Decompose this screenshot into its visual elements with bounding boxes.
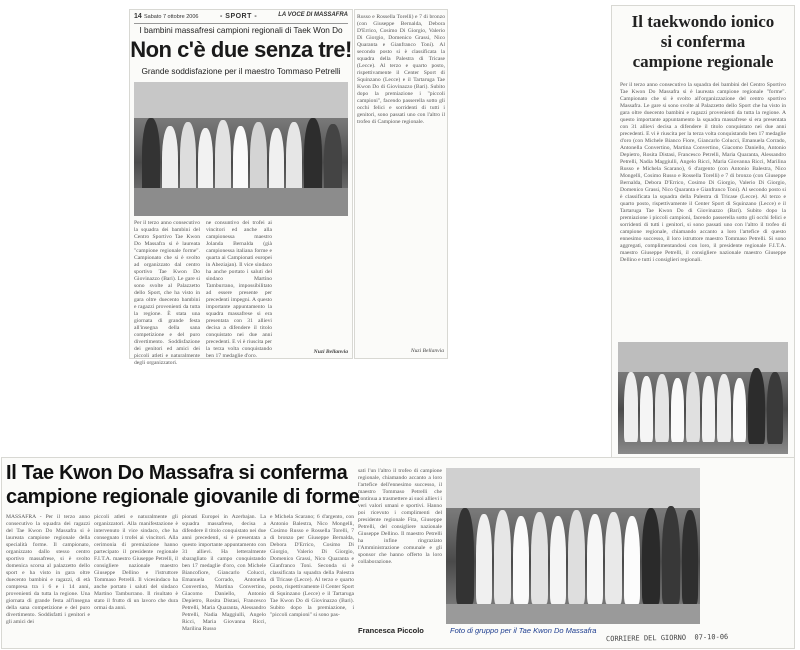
team-photo <box>134 82 348 216</box>
section-label: - SPORT - <box>220 13 258 20</box>
group-photo <box>446 468 700 624</box>
headline-line-3: campione regionale <box>632 52 774 71</box>
byline-right: Nuzi Bellanvia <box>410 348 444 354</box>
article-column-2: piccoli atleti e naturalmente gli organizzatori. Alla manifestazione è intervenuto il vice sindaco, che ha consegnato i trofei ai vincitori. Alla cerimonia di premiazione hanno partecipato il presidente regionale F.I.T.A. maestro Giuseppe Petrelli, il consigliere nazionale maestro Giuseppe Dellino e l'istruttore Tommaso Petrelli. Il vicesindaco ha anche portato i saluti del sindaco Martino Tamburrano. Il risultato è stato il frutto di un lavoro che dura ormai da anni. <box>94 514 178 611</box>
article-column-3-text: Russo e Rossella Torelli) e 7 di bronzo (con Giuseppe Bernalda, Debora D'Errico, Cosimo Di Giorgio, Valerio Di Giorgio, Domenico Grassi, Nico Quaranta e Gianfranco Toni). Al secondo posto si è classificata la squadra della Palestra di Tricase (Lecce). Al terzo e quarto posto, rispettivamente il Center Sport di Squinzano (Lecce) e il Tartaruga Tae Kwon Do di Giovinazzo (Bari). Subito dopo la premiazione i "piccoli campioni", facendo passerella sotto gli occhi felici e sorridenti di tutti i genitori, sono passati uno con l'altro il trofeo di Campione regionale. <box>357 14 445 125</box>
headline-line-2: campione regionale giovanile di forme <box>6 486 360 508</box>
headline: Non c'è due senza tre! <box>130 37 352 62</box>
source-handwritten-note: CORRIERE DEL GIORNO 07-10-06 <box>605 632 729 644</box>
clip-la-voce-column-3 <box>355 10 447 358</box>
page-number: 14 <box>134 13 142 20</box>
headline-line-1: Il taekwondo ionico <box>631 12 775 31</box>
kicker: I bambini massafresi campioni regionali di Taek Won Do <box>139 26 343 35</box>
page-date: Sabato 7 ottobre 2006 <box>144 14 199 20</box>
headline-line-1: Il Tae Kwon Do Massafra si conferma <box>6 462 348 484</box>
article-column-4: e Michela Scarano; 6 d'argento, con Antonio Balestra, Nico Mongelli, Cosimo Russo e Rossella Torelli, 7 di bronzo per Giuseppe Bernalda, Debora D'Errico, Cosimo Di Giorgio, Valerio Di Giorgio, Domenico Grassi, Nico Quaranta e Gianfranco Toni. Seconda si è classificata la squadra della Palestra di Tricase (Lecce). Al terzo e quarto posto, rispettivamente il Center Sport di Squinzano (Lecce) e il Tartaruga Tae Kwon Do di Giovinazzo (Bari). Subito dopo la premiazione, i "piccoli campioni" si sono pas- <box>270 514 354 618</box>
article-column-3: pionati Europei in Azerbajan. La squadra massafrese, decisa a difendere il titolo conquistato nei due anni precedenti, si è presentata a questo importante appuntamento con 31 allievi. Ha letteralmente sbaragliato il campo conquistando ben 17 medaglie d'oro, con Michele Biancofiore, Giancarlo Colucci, Emanuela Corrado, Antonella Convertino, Martina Convertino, Giacomo Daniello, Antonio Depietro, Rosita Distasi, Francesco Petrelli, Maria Quaranta, Alessandro Petrelli, Nadia Maggiulli, Angelo Ricci, Maria Giovanna Ricci, Marilina Russo <box>182 514 266 632</box>
article-column-2: ne consuntivo dei trofei ai vincitori ed anche alla campionessa maestro Jolanda Bernalda (già campionessa italiana forme e quarta ai Campionati europei in Abeziajan). Il vice sindaco ha anche portato i saluti del sindaco Martino Tamburrano, impossibilitato ad essere presente per precedenti impegni. A questo importante appuntamento la squadra massafrese si era presentata con 31 allievi decisa a difendere il titolo conquistato nei due anni precedenti. E vi è riuscita per la terza volta conquistando ben 17 medaglie d'oro. <box>206 220 272 359</box>
clip-taekwondo-ionico <box>612 6 794 458</box>
byline: Nuzi Bellanvia <box>313 349 348 355</box>
team-photo <box>618 342 788 454</box>
page-header <box>134 13 348 24</box>
author-byline: Francesca Piccolo <box>358 626 424 635</box>
article-column-1: MASSAFRA - Per il terzo anno consecutivo la squadra dei ragazzi del Tae Kwon Do Massafra si è laureata campione regionale della specialità forme. Il campionato, organizzato dallo stesso centro sportivo massafrese, si è svolto domenica scorsa al palazzetto dello sport e ha visto in gara oltre duecento bambini e ragazzi, di età compresa tra i 6 e i 14 anni, provenienti da tutta la regione. Una giornata di grande festa all'insegna della sana competizione e del puro divertimento. Soddisfatti i genitori e gli amici dei <box>6 514 90 625</box>
article-body: Per il terzo anno consecutivo la squadra dei bambini del Centro Sportivo Tae Kwon Do Massafra si è laureata campione regionale "forme". Campionato che si è svolto all'organizzazione del centro sportivo Massafra. Le gare si sono svolte al Palazzetto dello Sport che ha visto in gara oltre duecento bambini e ragazzi provenienti da tutta la regione. A questo importante appuntamento la squadra massafrese si era presentata con 31 allievi decisa a difendere il titolo conquistato nei due anni precedenti. E vi è riuscita per la terza volta conquistando ben 17 medaglie d'oro (con Michele Bianco Fiore, Giancarlo Colucci, Emanuela Corrado, Antonella Convertino, Martina Convertino, Giacomo Daniello, Antonio Depietro, Rosita Distasi, Francesco Petrelli, Maria Quaranta, Alessandro Petrelli, Nadia Maggiulli, Angelo Ricci, Maria Giovanna Ricci, Marilina Russo e Michela Scarano), 6 d'argento (con Antonio Balestra, Nico Mongelli, Cosimo Russo e Rossella Torelli) e 7 di bronzo (con Giuseppe Bernalda, Debora D'Errico, Cosimo Di Giorgio, Valerio Di Giorgio, Domenico Grassi, Nico Quaranta e Gianfranco Toni). Al secondo posto si è classificata la squadra della Palestra di Tricase (Lecce). Al terzo e quarto posto, rispettivamente il Center Sport di Squinzano (Lecce) e il Tartaruga Tae Kwon Do di Giovinazzo (Bari). Subito dopo la premiazione i piccoli campioni, facendo passerella sotto gli occhi felici e sorridenti di tutti i genitori, si sono passati uno con l'altro il trofeo di campione regionale, chiamando accanto a loro l'artefice di questo ennesimo successo, il loro istruttore maestro Tommaso Petrelli. Si sono aggregati, complimentandosi con loro, il presidente regionale F.I.T.A. maestro Giuseppe Petrelli, il consigliere nazionale maestro Giuseppe Dellino e tutti i consiglieri regionali. <box>620 82 786 263</box>
clip-la-voce-di-massafra <box>130 10 352 366</box>
clip-corriere-del-giorno <box>2 458 794 648</box>
article-column-1: Per il terzo anno consecutivo la squadra dei bambini del Centro Sportivo Tae Kwon Do Massafra si è laureata "campione regionale forme". Campionato che si è svolto ad organizzato dal centro sportivo Tae Kwon Do Giovinazzo (Bari). Le gare si sono svolte al Palazzetto dello Sport, che ha visto in gara oltre duecento bambini e ragazzi provenienti da tutta la regione. È stata una giornata di grande festa all'insegna della sana competizione e del puro divertimento. Soddisfazione dei genitori ed amici dei piccoli atleti e naturalmente degli organizzatori. <box>134 220 200 366</box>
headline-line-2: si conferma <box>660 32 746 51</box>
subheadline: Grande soddisfazione per il maestro Tommaso Petrelli <box>141 66 341 76</box>
article-column-5: sati l'un l'altro il trofeo di campione regionale, chiamando accanto a loro l'artefice dell'ennesimo successo, il maestro Tommaso Petrelli che continua a trasmettere ai suoi allievi i veri valori umani e sportivi. Hanno poi ricevuto i complimenti del presidente regionale Fita, Giuseppe Petrelli, del consigliere nazionale Giuseppe Dellino. Il maestro Petrelli ha infine ringraziato l'Amministrazione comunale e gli sponsor che hanno offerto la loro collaborazione. <box>358 468 442 565</box>
photo-caption: Foto di gruppo per il Tae Kwon Do Massafra <box>450 626 597 635</box>
masthead: LA VOCE DI MASSAFRA <box>278 12 348 18</box>
